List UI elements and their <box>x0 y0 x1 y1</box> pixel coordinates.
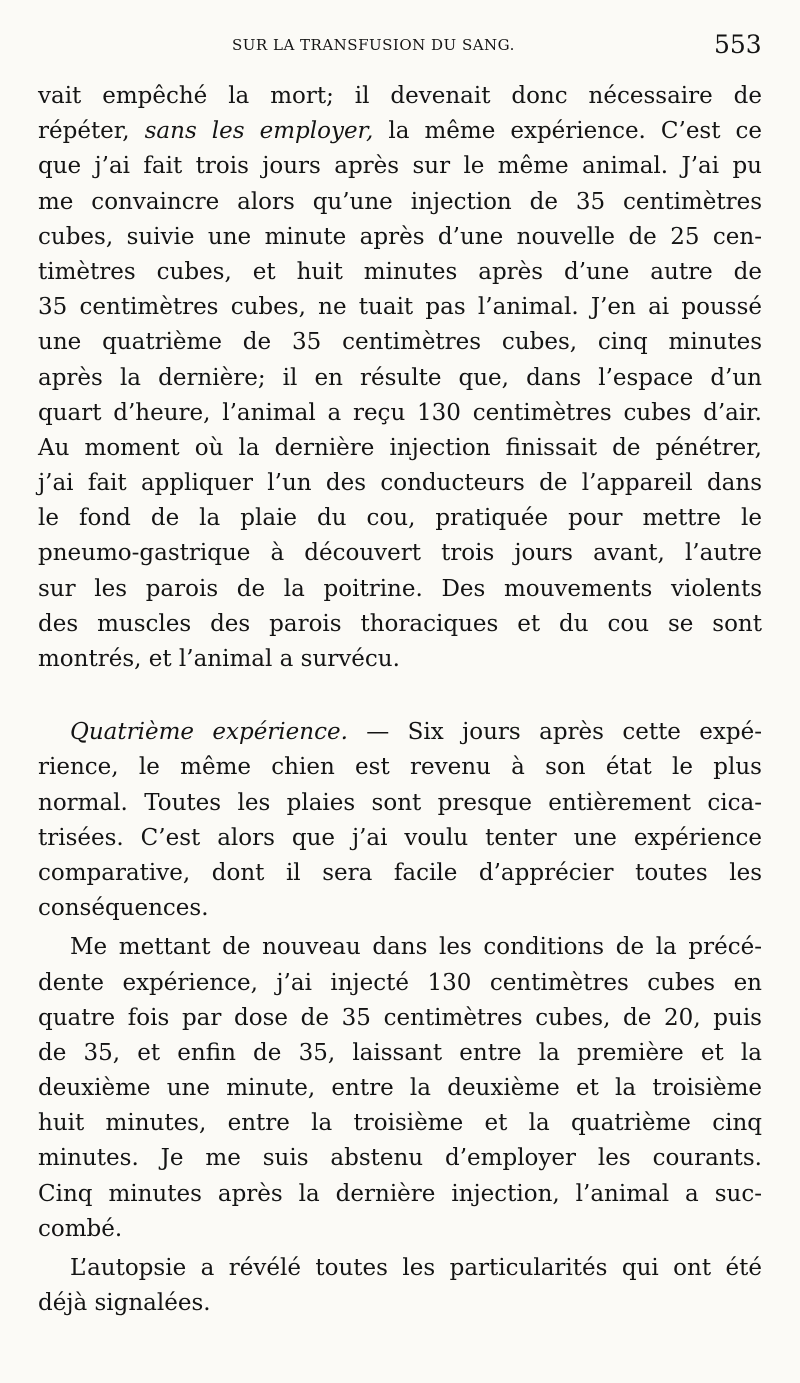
text-line: timètres cubes, et huit minutes après d’une autre de <box>38 258 762 285</box>
text-line: le fond de la plaie du cou, pratiquée pour mettre le <box>38 505 762 532</box>
paragraph-2 <box>38 715 762 926</box>
text-line: deuxième une minute, entre la deuxième et la troisième <box>38 1075 762 1102</box>
text-line: pneumo-gastrique à découvert trois jours avant, l’autre <box>38 540 762 567</box>
text-line: quatre fois par dose de 35 centimètres cubes, de 20, puis <box>38 1004 762 1031</box>
text-line: trisées. C’est alors que j’ai voulu tenter une expérience <box>38 824 762 851</box>
text-line: cubes, suivie une minute après d’une nouvelle de 25 cen- <box>38 223 762 250</box>
body-text <box>38 79 762 1321</box>
page-header <box>0 30 800 70</box>
text-line: rience, le même chien est revenu à son état le plus <box>38 754 762 781</box>
text-line: Cinq minutes après la dernière injection, l’animal a suc- <box>38 1180 762 1207</box>
text-line: après la dernière; il en résulte que, dans l’espace d’un <box>38 364 762 391</box>
text-line: déjà signalées. <box>38 1290 211 1317</box>
text-span: — Six jours après cette expé- <box>366 719 762 746</box>
running-head: SUR LA TRANSFUSION DU SANG. <box>232 36 515 54</box>
paragraph-1 <box>38 79 762 677</box>
text-line: de 35, et enfin de 35, laissant entre la première et la <box>38 1039 762 1066</box>
text-line: minutes. Je me suis abstenu d’employer les courants. <box>38 1145 762 1172</box>
text-line: me convaincre alors qu’une injection de 35 centimètres <box>38 188 762 215</box>
text-line: montrés, et l’animal a survécu. <box>38 646 400 672</box>
section-heading: Quatrième expérience. <box>70 719 348 746</box>
text-line: L’autopsie a révélé toutes les particularités qui ont été <box>70 1255 762 1281</box>
text-span: la même expérience. C’est ce <box>388 118 763 145</box>
text-line: des muscles des parois thoraciques et du cou se sont <box>38 610 762 637</box>
text-line: vait empêché la mort; il devenait donc nécessaire de <box>38 83 762 109</box>
text-line: huit minutes, entre la troisième et la quatrième cinq <box>38 1110 762 1137</box>
text-span: répéter, <box>38 118 130 145</box>
paragraph-3 <box>38 930 762 1247</box>
paragraph-gap <box>38 677 762 715</box>
text-line: que j’ai fait trois jours après sur le même animal. J’ai pu <box>38 153 762 180</box>
text-line: une quatrième de 35 centimètres cubes, cinq minutes <box>38 329 762 356</box>
text-line: combé. <box>38 1215 123 1242</box>
paragraph-4 <box>38 1251 762 1321</box>
text-line: conséquences. <box>38 895 209 922</box>
emphasized-text: sans les employer, <box>144 118 374 145</box>
text-line: sur les parois de la poitrine. Des mouvements violents <box>38 575 762 602</box>
text-line: dente expérience, j’ai injecté 130 centimètres cubes en <box>38 969 762 996</box>
text-line <box>38 715 762 750</box>
text-line <box>38 114 762 149</box>
text-line: quart d’heure, l’animal a reçu 130 centimètres cubes d’air. <box>38 399 762 426</box>
text-line: Me mettant de nouveau dans les conditions de la précé- <box>70 934 762 961</box>
text-line: 35 centimètres cubes, ne tuait pas l’animal. J’en ai poussé <box>38 294 762 321</box>
page-number: 553 <box>714 30 762 59</box>
text-line: normal. Toutes les plaies sont presque entièrement cica- <box>38 789 762 816</box>
text-line: Au moment où la dernière injection finissait de pénétrer, <box>38 434 762 461</box>
text-line: comparative, dont il sera facile d’apprécier toutes les <box>38 859 762 886</box>
text-line: j’ai fait appliquer l’un des conducteurs de l’appareil dans <box>38 470 762 497</box>
